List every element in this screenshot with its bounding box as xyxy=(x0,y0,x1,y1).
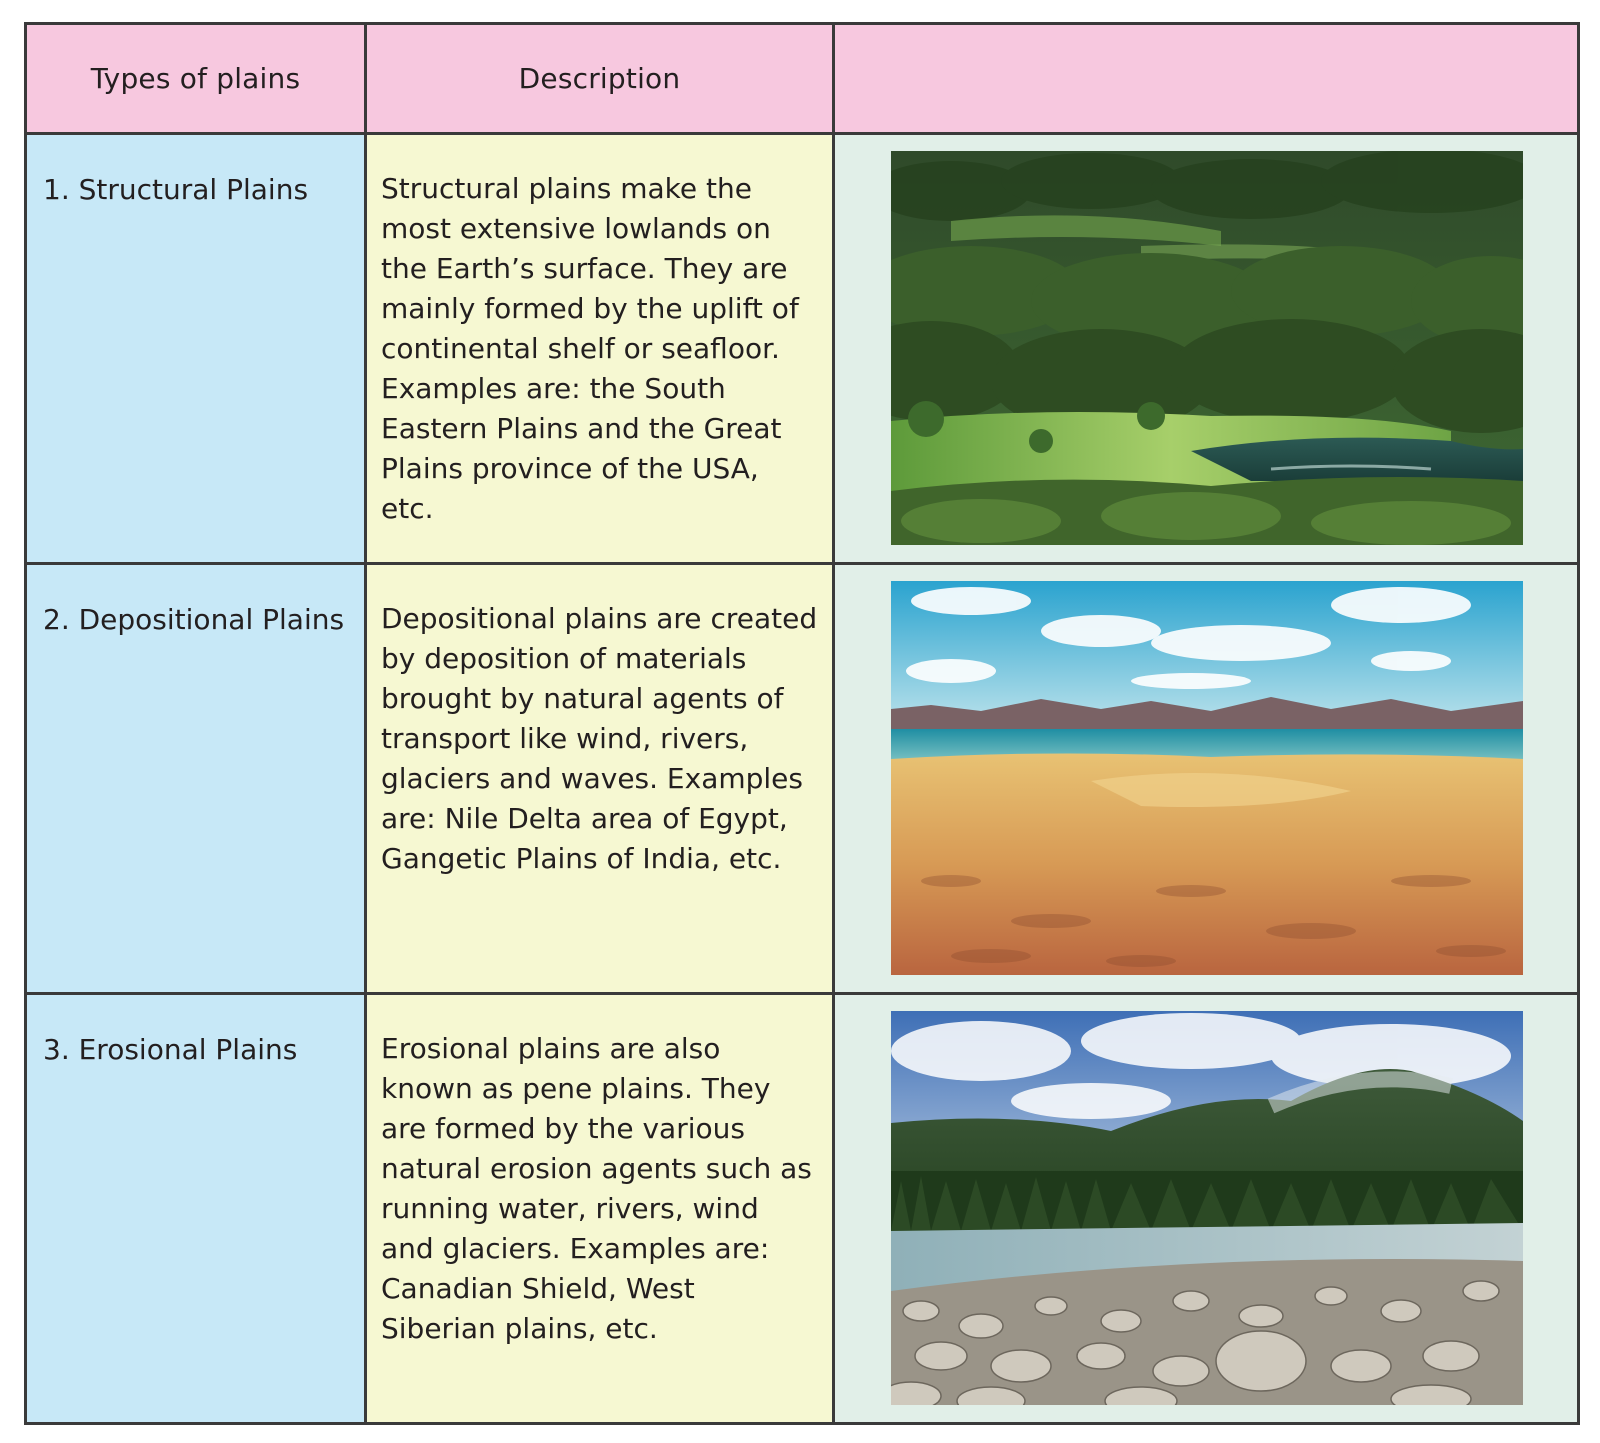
type-cell xyxy=(26,564,366,994)
type-cell xyxy=(26,994,366,1424)
plain-type-label: 3. Erosional Plains xyxy=(43,1033,298,1066)
image-cell xyxy=(834,134,1579,564)
image-cell xyxy=(834,564,1579,994)
header-description: Description xyxy=(366,24,834,134)
table-row xyxy=(26,134,1579,564)
header-image xyxy=(834,24,1579,134)
table-row xyxy=(26,994,1579,1424)
plains-table xyxy=(24,22,1580,1425)
rocky-riverbed-image xyxy=(891,1011,1523,1405)
plain-description: Structural plains make the most extensive lowlands on the Earth’s surface. They are mainly formed by the uplift of continental shelf or seafloor. Examples are: the South Eastern Plains and the Great Plains province of the USA, etc. xyxy=(381,172,799,525)
forest-plain-image xyxy=(891,151,1523,545)
description-cell xyxy=(366,994,834,1424)
description-cell xyxy=(366,564,834,994)
plain-type-label: 2. Depositional Plains xyxy=(43,603,345,636)
sandy-delta-image xyxy=(891,581,1523,975)
plain-description: Depositional plains are created by deposition of materials brought by natural agents of transport like wind, rivers, glaciers and waves. Examples are: Nile Delta area of Egypt, Gangetic Plains of India, etc. xyxy=(381,602,818,875)
table-header-row xyxy=(26,24,1579,134)
table-row xyxy=(26,564,1579,994)
header-types: Types of plains xyxy=(26,24,366,134)
type-cell xyxy=(26,134,366,564)
plain-description: Erosional plains are also known as pene plains. They are formed by the various natural erosion agents such as running water, rivers, wind and glaciers. Examples are: Canadian Shield, West Siberian plains, etc. xyxy=(381,1032,812,1345)
image-cell xyxy=(834,994,1579,1424)
plain-type-label: 1. Structural Plains xyxy=(43,173,309,206)
description-cell xyxy=(366,134,834,564)
